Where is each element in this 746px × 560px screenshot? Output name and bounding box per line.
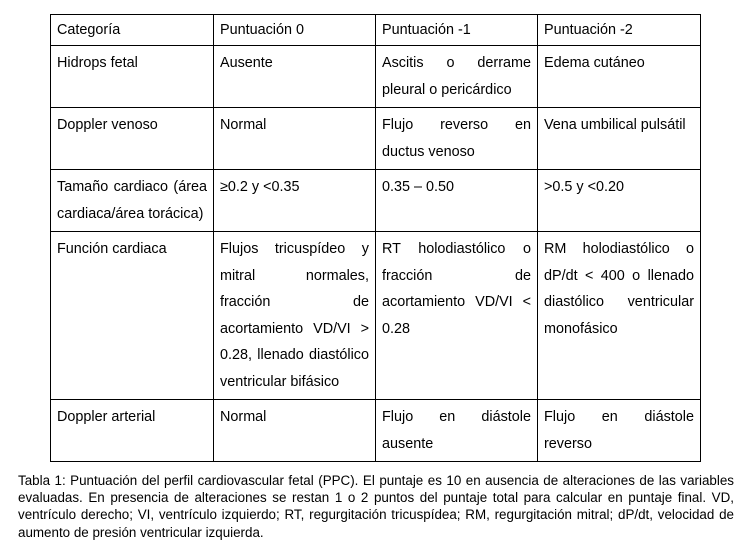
table-row [51, 232, 701, 400]
row-score-2: >0.5 y <0.20 [538, 170, 701, 232]
header-categoria: Categoría [51, 15, 214, 46]
row-score-0: ≥0.2 y <0.35 [214, 170, 376, 232]
row-score-1: 0.35 – 0.50 [376, 170, 538, 232]
row-score-2: Flujo en diástole reverso [538, 400, 701, 462]
row-category: Doppler venoso [51, 108, 214, 170]
row-category: Función cardiaca [51, 232, 214, 400]
row-category: Doppler arterial [51, 400, 214, 462]
table-row [51, 108, 701, 170]
row-score-0: Normal [214, 400, 376, 462]
row-score-2: Edema cutáneo [538, 46, 701, 108]
row-score-0: Flujos tricuspídeo y mitral normales, fracción de acortamiento VD/VI > 0.28, llenado diastólico ventricular bifásico [214, 232, 376, 400]
row-score-1: Flujo reverso en ductus venoso [376, 108, 538, 170]
header-puntuacion-1: Puntuación -1 [376, 15, 538, 46]
row-score-0: Normal [214, 108, 376, 170]
table-row [51, 400, 701, 462]
table-header-row [51, 15, 701, 46]
row-category: Hidrops fetal [51, 46, 214, 108]
header-puntuacion-0: Puntuación 0 [214, 15, 376, 46]
ppc-score-table [50, 14, 701, 462]
row-score-0: Ausente [214, 46, 376, 108]
table-row [51, 170, 701, 232]
row-score-2: RM holodiastólico o dP/dt < 400 o llenado diastólico ventricular monofásico [538, 232, 701, 400]
row-score-2: Vena umbilical pulsátil [538, 108, 701, 170]
row-score-1: RT holodiastólico o fracción de acortamiento VD/VI < 0.28 [376, 232, 538, 400]
row-category: Tamaño cardiaco (área cardiaca/área torácica) [51, 170, 214, 232]
header-puntuacion-2: Puntuación -2 [538, 15, 701, 46]
table-caption: Tabla 1: Puntuación del perfil cardiovascular fetal (PPC). El puntaje es 10 en ausencia de alteraciones de las variables evaluadas. En presencia de alteraciones se restan 1 o 2 puntos del puntaje total para calcular en puntaje final. VD, ventrículo derecho; VI, ventrículo izquierdo; RT, regurgitación tricuspídea; RM, regurgitación mitral; dP/dt, velocidad de aumento de presión ventricular izquierda. [18, 473, 734, 540]
row-score-1: Ascitis o derrame pleural o pericárdico [376, 46, 538, 108]
row-score-1: Flujo en diástole ausente [376, 400, 538, 462]
table-row [51, 46, 701, 108]
